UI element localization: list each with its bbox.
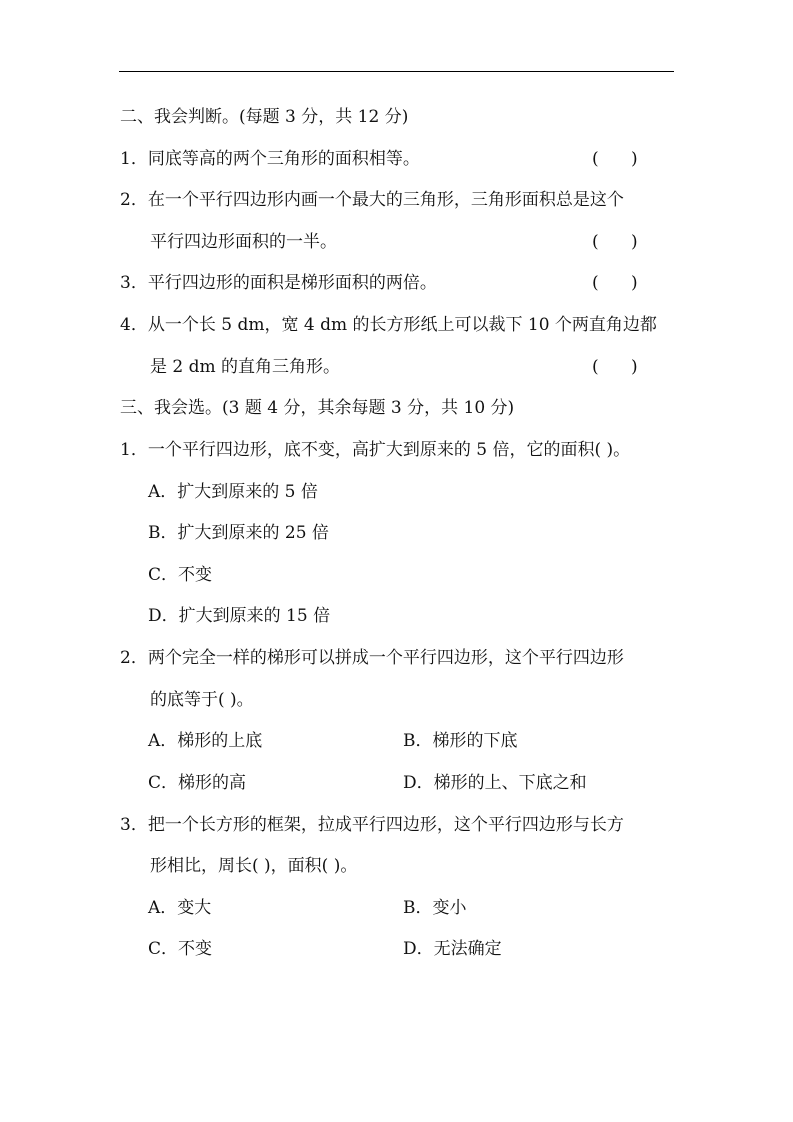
choice-q2-stem-cont: 的底等于( )。: [150, 690, 254, 710]
choice-q3-option-c[interactable]: C．不变: [148, 939, 213, 959]
judge-q1-text: 1．同底等高的两个三角形的面积相等。: [120, 149, 420, 169]
section-3-heading: 三、我会选。(3 题 4 分，其余每题 3 分，共 10 分): [120, 398, 515, 418]
judge-q2-text-cont: 平行四边形面积的一半。: [150, 232, 337, 252]
choice-q3-stem-cont: 形相比，周长( )，面积( )。: [150, 856, 358, 876]
top-rule: [119, 71, 674, 72]
judge-q3-answer-blank[interactable]: ( ): [592, 273, 638, 293]
section-2-heading: 二、我会判断。(每题 3 分，共 12 分): [120, 107, 409, 127]
judge-q4-answer-blank[interactable]: ( ): [592, 357, 638, 377]
choice-q2-stem: 2．两个完全一样的梯形可以拼成一个平行四边形，这个平行四边形: [120, 648, 624, 668]
choice-q3-option-d[interactable]: D．无法确定: [403, 939, 502, 959]
choice-q1-option-b[interactable]: B．扩大到原来的 25 倍: [148, 523, 329, 543]
judge-q1-answer-blank[interactable]: ( ): [592, 149, 638, 169]
choice-q2-option-d[interactable]: D．梯形的上、下底之和: [403, 773, 587, 793]
choice-q1-option-d[interactable]: D．扩大到原来的 15 倍: [148, 606, 331, 626]
judge-q3-text: 3．平行四边形的面积是梯形面积的两倍。: [120, 273, 437, 293]
judge-q4-text: 4．从一个长 5 dm，宽 4 dm 的长方形纸上可以裁下 10 个两直角边都: [120, 315, 657, 335]
judge-q4-text-cont: 是 2 dm 的直角三角形。: [150, 357, 341, 377]
choice-q3-option-b[interactable]: B．变小: [403, 898, 467, 918]
judge-q2-text: 2．在一个平行四边形内画一个最大的三角形，三角形面积总是这个: [120, 190, 624, 210]
choice-q1-option-a[interactable]: A．扩大到原来的 5 倍: [148, 482, 318, 502]
choice-q2-option-a[interactable]: A．梯形的上底: [148, 731, 263, 751]
judge-q2-answer-blank[interactable]: ( ): [592, 232, 638, 252]
choice-q3-stem: 3．把一个长方形的框架，拉成平行四边形，这个平行四边形与长方: [120, 815, 624, 835]
choice-q1-option-c[interactable]: C．不变: [148, 565, 213, 585]
choice-q1-stem: 1．一个平行四边形，底不变，高扩大到原来的 5 倍，它的面积( )。: [120, 440, 631, 460]
choice-q2-option-b[interactable]: B．梯形的下底: [403, 731, 518, 751]
choice-q2-option-c[interactable]: C．梯形的高: [148, 773, 247, 793]
choice-q3-option-a[interactable]: A．变大: [148, 898, 212, 918]
